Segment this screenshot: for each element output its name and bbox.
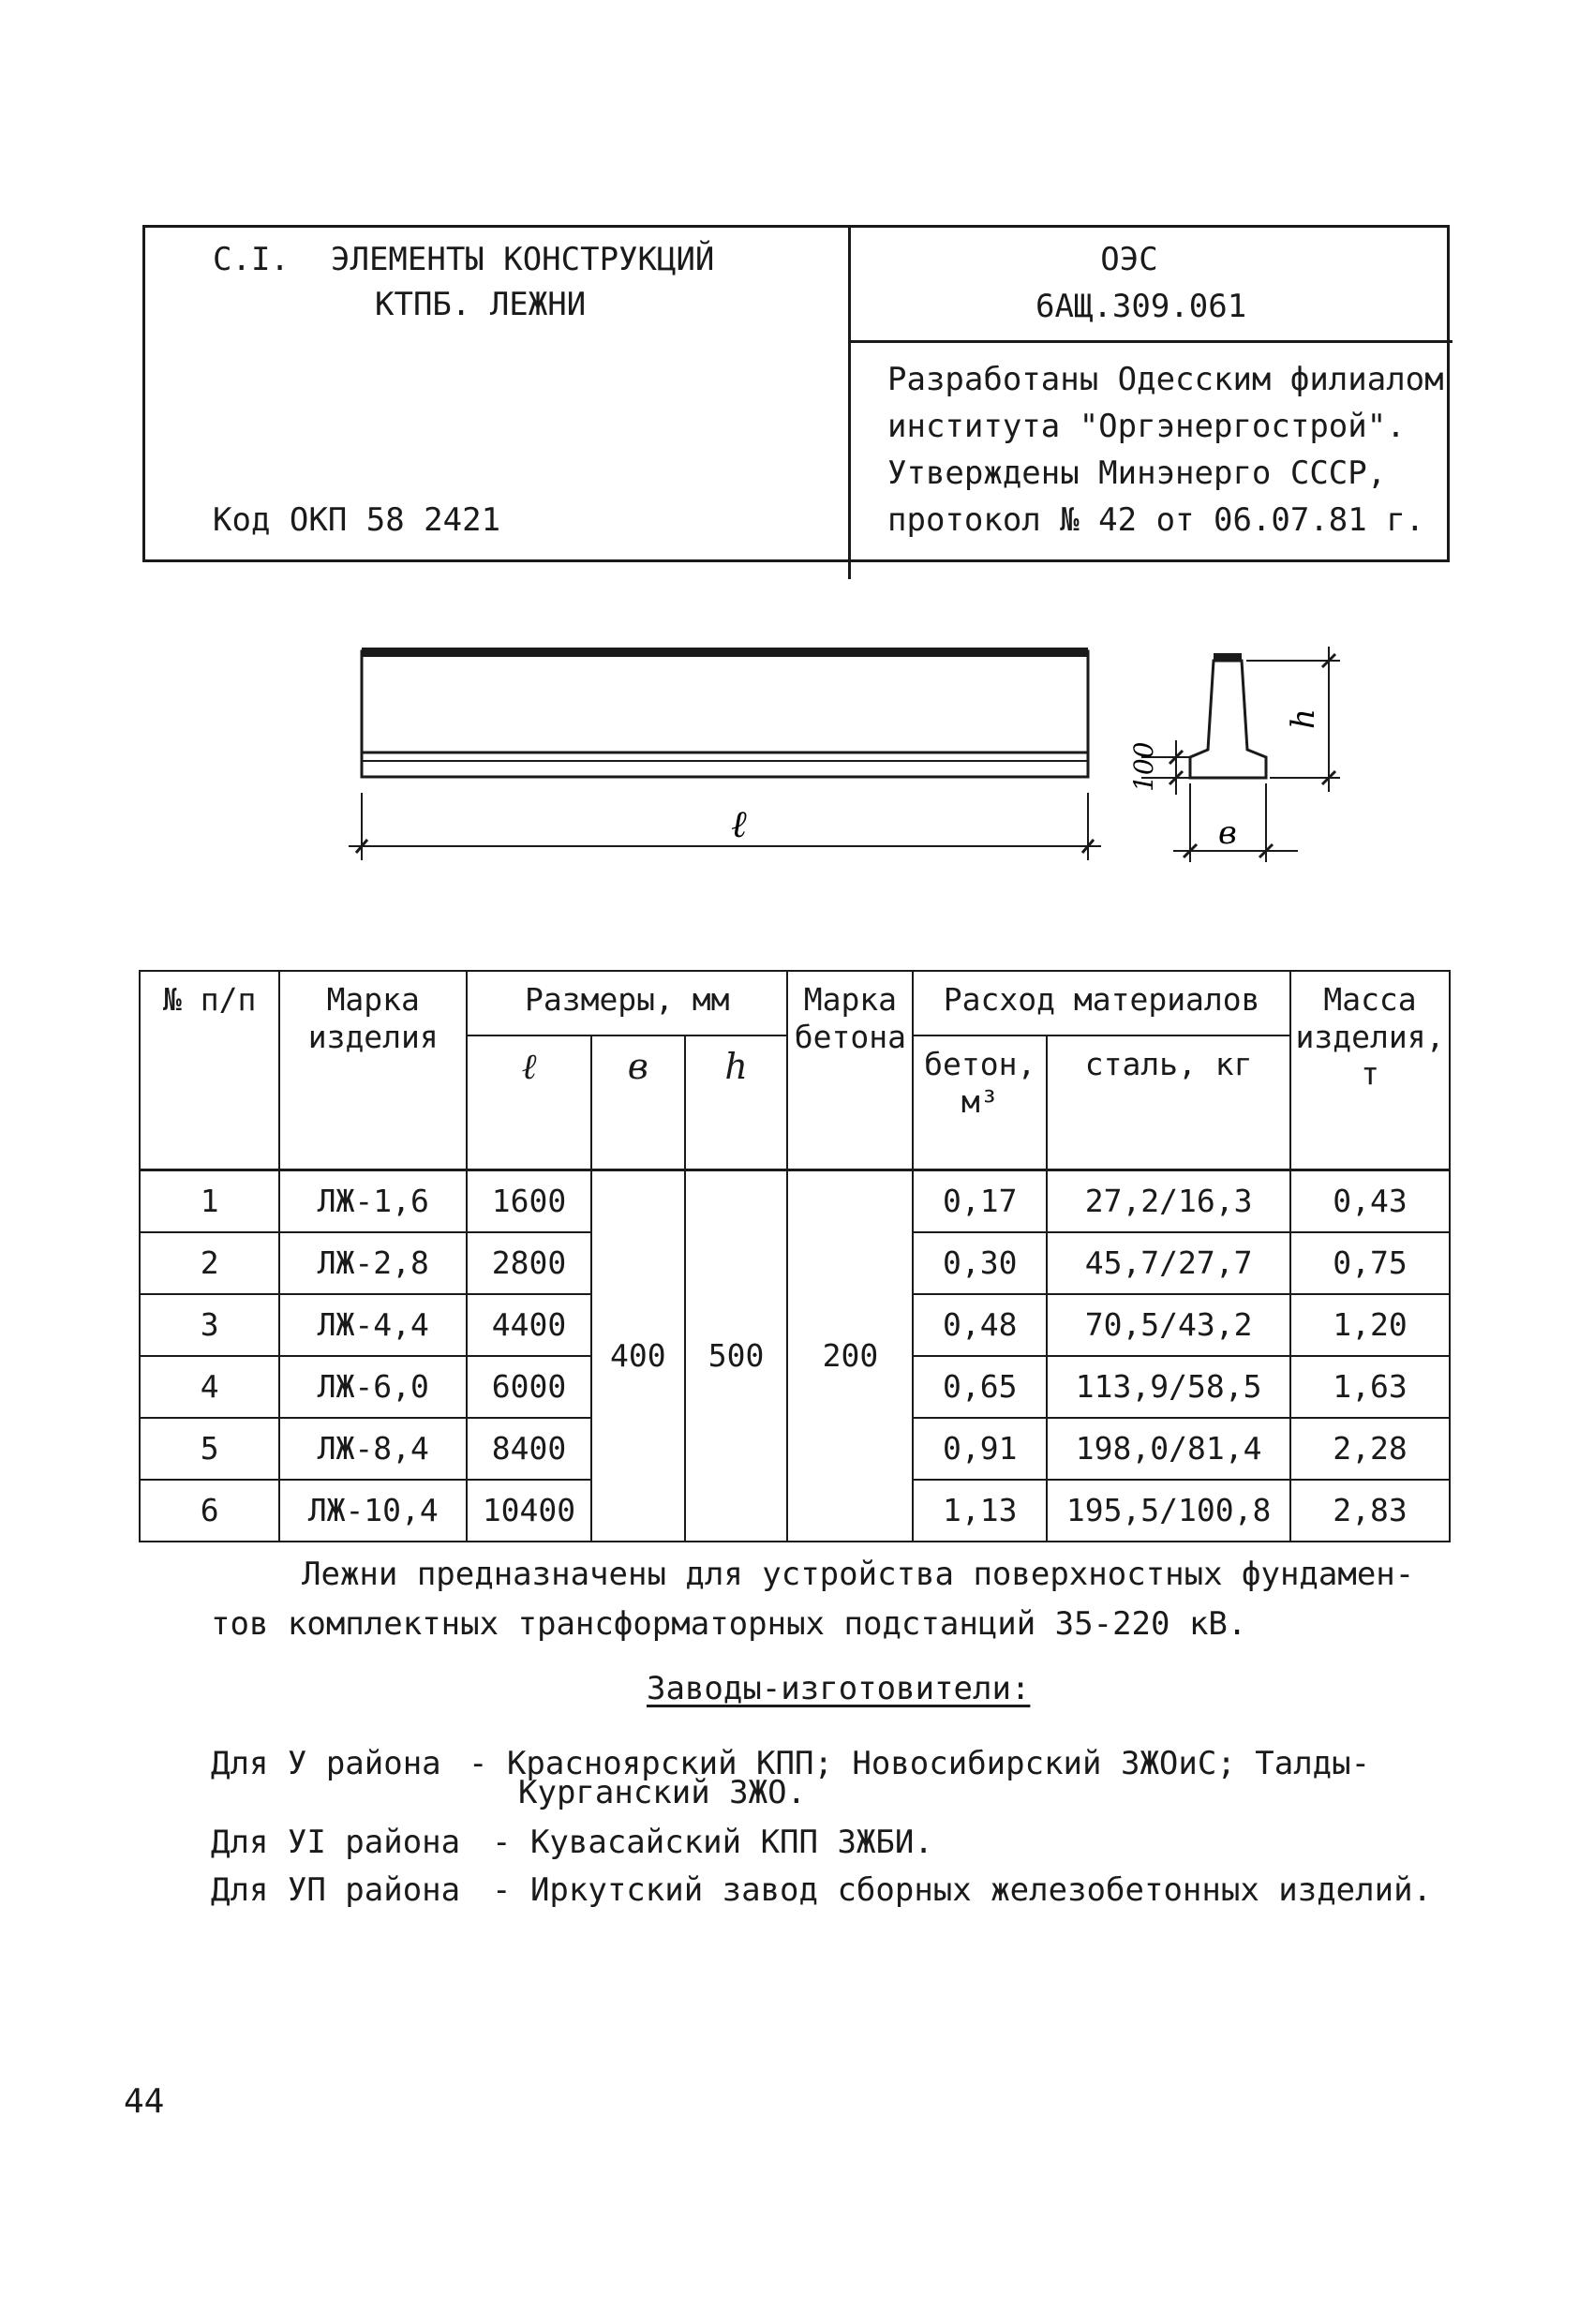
cell-mass: 0,75 xyxy=(1290,1232,1450,1294)
cell-steel: 27,2/16,3 xyxy=(1047,1170,1290,1233)
cell-steel: 198,0/81,4 xyxy=(1047,1418,1290,1480)
col-header-steel: сталь, кг xyxy=(1047,1035,1290,1169)
cell-length: 2800 xyxy=(467,1232,591,1294)
dim-100-label: 100 xyxy=(1128,741,1159,792)
col-header-concrete-grade: Марка бетона xyxy=(787,971,913,1170)
cell-length: 1600 xyxy=(467,1170,591,1233)
description-line2: тов комплектных трансформаторных подстанций 35-220 кВ. xyxy=(211,1605,1247,1643)
beam-cross-section xyxy=(1190,653,1266,778)
factories-title: Заводы-изготовители: xyxy=(647,1670,1031,1707)
region-7-label: Для УП района xyxy=(211,1871,461,1909)
developer-line3: Утверждены Минэнерго СССР, xyxy=(887,454,1387,492)
region-5-line1: - Красноярский КПП; Новосибирский ЗЖОиС; Талды- xyxy=(469,1745,1371,1782)
developer-line4: протокол № 42 от 06.07.81 г. xyxy=(887,501,1425,539)
region-7-text: - Иркутский завод сборных железобетонных изделий. xyxy=(492,1871,1433,1909)
cell-length: 6000 xyxy=(467,1356,591,1418)
beam-drawing xyxy=(0,0,1594,900)
col-header-mass: Масса изделия, т xyxy=(1290,971,1450,1170)
cell-grade-common: 200 xyxy=(787,1170,913,1542)
cell-steel: 70,5/43,2 xyxy=(1047,1294,1290,1356)
cell-concrete: 0,48 xyxy=(913,1294,1047,1356)
document-number: 6АЩ.309.061 xyxy=(1035,288,1247,325)
length-label: ℓ xyxy=(731,803,747,846)
table-row xyxy=(140,1170,1450,1233)
cell-num: 1 xyxy=(140,1170,279,1233)
cell-concrete: 0,91 xyxy=(913,1418,1047,1480)
section-title-line2: КТПБ. ЛЕЖНИ xyxy=(375,286,587,323)
cell-mark: ЛЖ-1,6 xyxy=(279,1170,467,1233)
cell-num: 2 xyxy=(140,1232,279,1294)
region-5-label: Для У района xyxy=(211,1745,441,1782)
col-header-l: ℓ xyxy=(467,1035,591,1169)
cell-steel: 113,9/58,5 xyxy=(1047,1356,1290,1418)
width-label: в xyxy=(1218,814,1237,852)
cell-mark: ЛЖ-2,8 xyxy=(279,1232,467,1294)
cell-num: 3 xyxy=(140,1294,279,1356)
col-header-concrete: бетон, м³ xyxy=(913,1035,1047,1169)
developer-line1: Разработаны Одесским филиалом xyxy=(887,361,1444,398)
region-5-line2: Курганский ЗЖО. xyxy=(518,1774,807,1811)
col-header-h: h xyxy=(685,1035,788,1169)
region-6-text: - Кувасайский КПП ЗЖБИ. xyxy=(492,1824,933,1861)
cell-num: 6 xyxy=(140,1480,279,1542)
okp-code: Код ОКП 58 2421 xyxy=(213,501,501,539)
cell-mass: 1,63 xyxy=(1290,1356,1450,1418)
region-6-label: Для УI района xyxy=(211,1824,461,1861)
cell-concrete: 0,65 xyxy=(913,1356,1047,1418)
cell-mark: ЛЖ-4,4 xyxy=(279,1294,467,1356)
org-code: ОЭС xyxy=(1100,241,1158,278)
cell-mass: 2,83 xyxy=(1290,1480,1450,1542)
section-title-line1: ЭЛЕМЕНТЫ КОНСТРУКЦИЙ xyxy=(331,241,715,278)
col-header-b: в xyxy=(591,1035,685,1169)
beam-side-view xyxy=(362,648,1088,777)
cell-mass: 0,43 xyxy=(1290,1170,1450,1233)
cell-length: 10400 xyxy=(467,1480,591,1542)
cell-length: 8400 xyxy=(467,1418,591,1480)
col-header-mark: Марка изделия xyxy=(279,971,467,1170)
cell-concrete: 0,30 xyxy=(913,1232,1047,1294)
cell-mass: 2,28 xyxy=(1290,1418,1450,1480)
cell-length: 4400 xyxy=(467,1294,591,1356)
developer-line2: института "Оргэнергострой". xyxy=(887,408,1406,445)
col-header-dims: Размеры, мм xyxy=(467,971,787,1035)
cell-height-common: 500 xyxy=(685,1170,788,1542)
cell-concrete: 1,13 xyxy=(913,1480,1047,1542)
col-header-materials: Расход материалов xyxy=(913,971,1290,1035)
col-header-num: № п/п xyxy=(140,971,279,1170)
cell-concrete: 0,17 xyxy=(913,1170,1047,1233)
cell-mass: 1,20 xyxy=(1290,1294,1450,1356)
spec-table xyxy=(139,970,1451,1542)
page-number: 44 xyxy=(124,2082,165,2121)
cell-num: 5 xyxy=(140,1418,279,1480)
cell-mark: ЛЖ-8,4 xyxy=(279,1418,467,1480)
cell-mark: ЛЖ-10,4 xyxy=(279,1480,467,1542)
cell-mark: ЛЖ-6,0 xyxy=(279,1356,467,1418)
height-label: h xyxy=(1285,708,1322,729)
length-dimension xyxy=(349,793,1101,860)
cell-width-common: 400 xyxy=(591,1170,685,1542)
description-line1: Лежни предназначены для устройства поверхностных фундамен- xyxy=(302,1556,1415,1593)
section-code: С.I. xyxy=(213,241,290,278)
cell-steel: 195,5/100,8 xyxy=(1047,1480,1290,1542)
cell-steel: 45,7/27,7 xyxy=(1047,1232,1290,1294)
cell-num: 4 xyxy=(140,1356,279,1418)
